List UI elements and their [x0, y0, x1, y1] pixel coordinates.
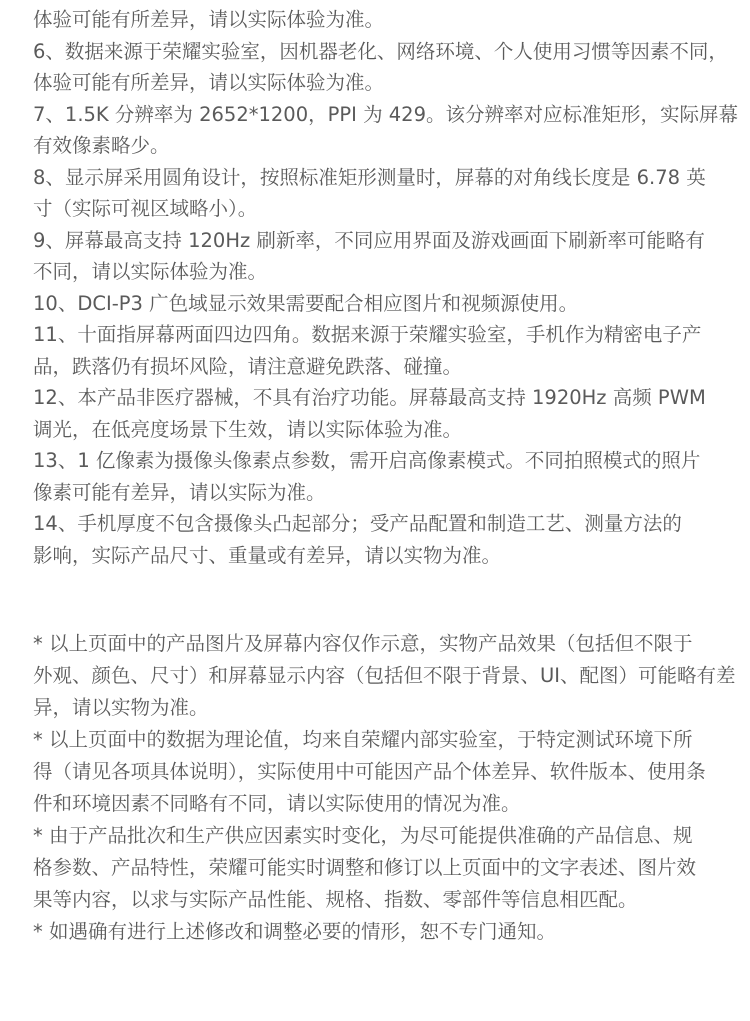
disclaimer-line: * 如遇确有进行上述修改和调整必要的情形，恕不专门通知。	[33, 920, 556, 943]
footnote-line: 调光，在低亮度场景下生效，请以实际体验为准。	[33, 417, 463, 441]
footnote-line: 13、1 亿像素为摄像头像素点参数，需开启高像素模式。不同拍照模式的照片	[33, 449, 701, 472]
disclaimer-line: 得（请见各项具体说明），实际使用中可能因产品个体差异、软件版本、使用条	[33, 760, 706, 783]
footnote-line: 寸（实际可视区域略小）。	[33, 197, 258, 220]
footnote-line: 14、手机厚度不包含摄像头凸起部分；受产品配置和制造工艺、测量方法的	[33, 512, 682, 535]
disclaimer-line: * 由于产品批次和生产供应因素实时变化，为尽可能提供准确的产品信息、规	[33, 824, 693, 847]
footnote-line: 7、1.5K 分辨率为 2652*1200，PPI 为 429。该分辨率对应标准矩形，实际屏幕	[33, 102, 738, 126]
disclaimer-line: 果等内容，以求与实际产品性能、规格、指数、零部件等信息相匹配。	[33, 888, 638, 911]
footnote-line: 不同，请以实际体验为准。	[33, 260, 268, 283]
footnote-line: 影响，实际产品尺寸、重量或有差异，请以实物为准。	[33, 543, 502, 567]
footnote-line: 体验可能有所差异，请以实际体验为准。	[33, 8, 385, 31]
disclaimer-line: 格参数、产品特性，荣耀可能实时调整和修订以上页面中的文字表述、图片效	[33, 856, 697, 879]
footnote-line: 11、十面指屏幕两面四边四角。数据来源于荣耀实验室，手机作为精密电子产	[33, 323, 702, 346]
footnote-line: 像素可能有差异，请以实际为准。	[33, 480, 326, 504]
footnote-line: 10、DCI-P3 广色域显示效果需要配合相应图片和视频源使用。	[33, 291, 579, 315]
footnote-line: 8、显示屏采用圆角设计，按照标准矩形测量时，屏幕的对角线长度是 6.78 英	[33, 165, 706, 189]
footnote-line: 有效像素略少。	[33, 134, 170, 157]
disclaimer-line: * 以上页面中的数据为理论值，均来自荣耀内部实验室，于特定测试环境下所	[33, 728, 693, 751]
disclaimer-line: 异，请以实物为准。	[33, 696, 209, 719]
disclaimer-line: 外观、颜色、尺寸）和屏幕显示内容（包括但不限于背景、UI、配图）可能略有差	[33, 664, 736, 687]
footnote-line: 12、本产品非医疗器械，不具有治疗功能。屏幕最高支持 1920Hz 高频 PWM	[33, 386, 706, 409]
disclaimer-line: 件和环境因素不同略有不同，请以实际使用的情况为准。	[33, 792, 521, 815]
footnote-line: 6、数据来源于荣耀实验室，因机器老化、网络环境、个人使用习惯等因素不同，	[33, 39, 728, 63]
disclaimer-line: * 以上页面中的产品图片及屏幕内容仅作示意，实物产品效果（包括但不限于	[33, 632, 693, 655]
disclaimer-list	[33, 628, 736, 948]
footnote-line: 品，跌落仍有损坏风险，请注意避免跌落、碰撞。	[33, 354, 463, 378]
footnote-line: 9、屏幕最高支持 120Hz 刷新率，不同应用界面及游戏画面下刷新率可能略有	[33, 228, 705, 252]
footnote-line: 体验可能有所差异，请以实际体验为准。	[33, 71, 385, 94]
footnote-list	[33, 4, 738, 571]
